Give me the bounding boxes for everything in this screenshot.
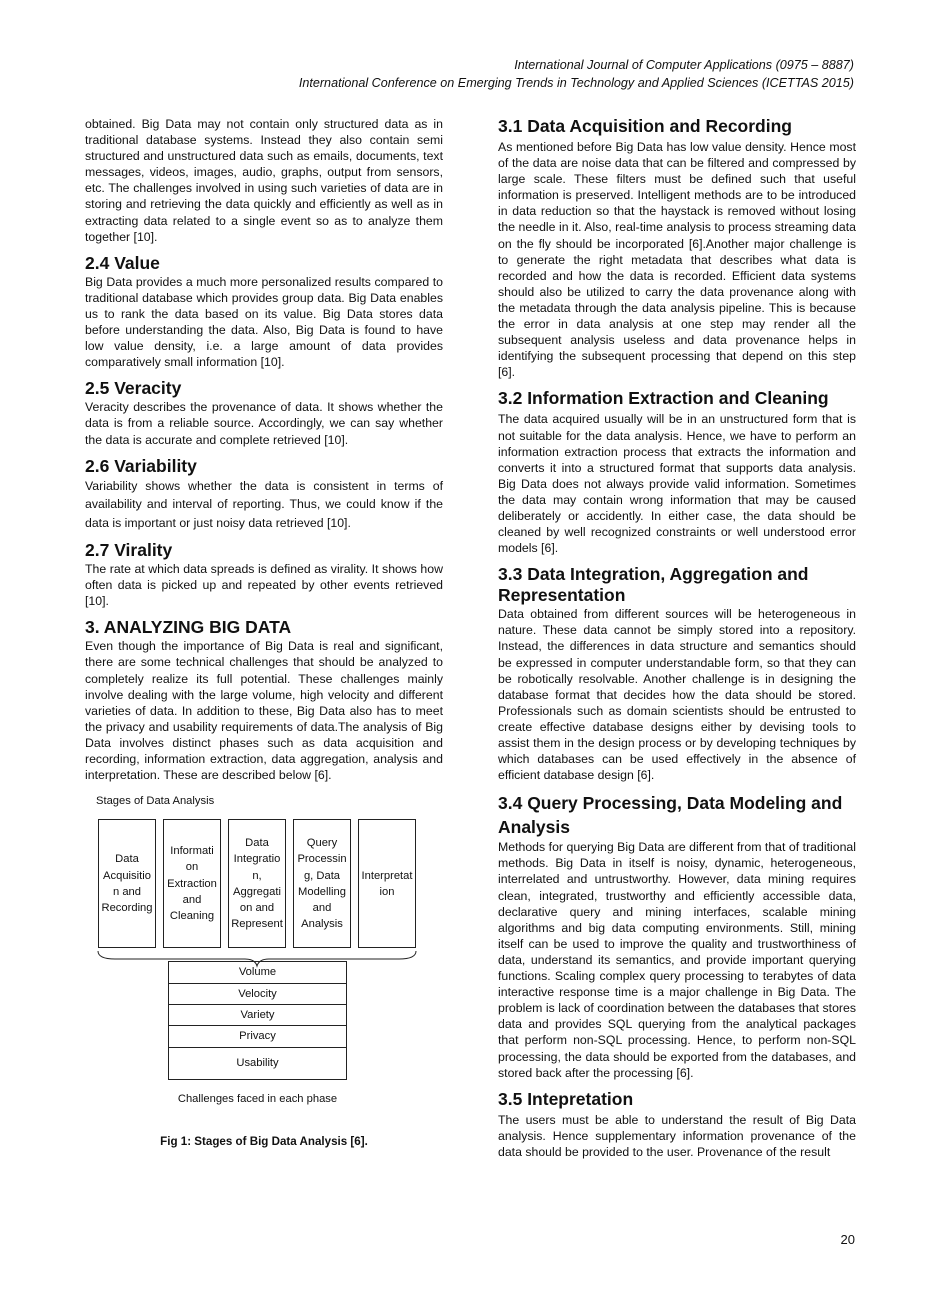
stage-box: Query Processin g, Data Modelling and Analysis: [293, 819, 351, 948]
section-3-3-text: Data obtained from different sources will be heterogeneous in nature. These data cannot be simply stored into a repository. Instead, the differences in data structure and semantics should be expressed in computer understandable form, so that they can be robotically resolvable. Another challenge is in designing the database format that decides how the data should be stored. Professionals such as domain scientists should be entrusted to create effective database designs either by devising tools to assist them in the design process or by developing techniques by which databases can be used effectively in the absence of efficient database design [6].: [498, 607, 856, 783]
challenge-row: Variety: [169, 1005, 346, 1026]
section-3-1-text: As mentioned before Big Data has low value density. Hence most of the data are noise data that can be filtered and compressed by large scale. These filters must be defined such that useful information is preserved. Intelligent methods are to be introduced in data reduction so that the haystack is removed without losing the needle in it. Also, real-time analysis to process streaming data on the fly should be incorporated [6].Another major challenge is to generate the right metadata that describes what data is recorded and how the data is recorded. Efficient data systems should also be utilized to carry the data provenance along with the metadata through the data analysis pipeline. This is because the error in data analysis at one step may render all the subsequent analysis useless and data provenance helps in identifying the subsequent processing that depend on this step [6].: [498, 140, 856, 380]
section-2-7-heading: 2.7 Virality: [85, 540, 173, 561]
intro-paragraph: obtained. Big Data may not contain only structured data as in traditional database systems. Instead they also contain semi structured and unstructured data such as emails, documents, text messages, videos, images, audio, graphs, output from sensors, etc. The challenges involved in using such varieties of data are in storing and retrieving the data quickly and efficiently as well as in extracting data related to a single event so as to analyze them together [10].: [85, 117, 443, 244]
section-3-3-heading: 3.3 Data Integration, Aggregation and Representation: [498, 564, 809, 606]
section-3-text: Even though the importance of Big Data is real and significant, there are some technical challenges that should be analyzed to completely realize its full potential. These challenges mainly involve dealing with the large volume, high velocity and different varieties of data. In addition to these, Big Data also has to meet the privacy and usability requirements of data.The analysis of Big Data involves distinct phases such as data acquisition and recording, information extraction, data aggregation, analysis and interpretation. These are described below [6].: [85, 639, 443, 783]
running-header: [299, 56, 854, 92]
section-2-6-heading: 2.6 Variability: [85, 455, 197, 476]
challenge-row: Usability: [236, 1056, 279, 1069]
challenge-row: Volume: [169, 962, 346, 983]
section-2-4-heading: 2.4 Value: [85, 252, 160, 273]
stage-box: Data Integratio n, Aggregati on and Represent: [228, 819, 286, 948]
section-3-heading: 3. ANALYZING BIG DATA: [85, 617, 292, 638]
section-3-4-text: Methods for querying Big Data are different from that of traditional methods. Big Data in itself is noisy, dynamic, heterogeneous, interrelated and untrustworthy. However, data mining requires clean, integrated, trustworthy and efficiently accessible data, declarative query and mining interfaces, scalable mining algorithms and big data computing environments. Still, mining itself can be used to improve the quality and trustworthiness of data, understand its semantics, and provide important querying functions. Scaling complex query processing to terabytes of data interactive response time is a major challenge in Big Data. The problem is lack of coordination between the databases that stores data and provides SQL querying from the analytical packages that perform non-SQL processing. Hence, to perform non-SQL processing, the data should be exported from the databases, and stored back after the processing [6].: [498, 840, 856, 1080]
section-3-5-text: The users must be able to understand the result of Big Data analysis. Hence supplementary information provenance of the data should be provided to the user. Provenance of the result: [498, 1112, 856, 1159]
section-2-4-text: Big Data provides a much more personalized results compared to traditional database which provides group data. Big Data enables us to rank the data based on its value. Big Data stores data before understanding the data. Also, Big Data is found to have low value density, i.e. a large amount of data provides comparatively small information [10].: [85, 274, 443, 370]
section-3-1-heading: 3.1 Data Acquisition and Recording: [498, 116, 792, 136]
conference-title: International Conference on Emerging Trends in Technology and Applied Sciences (ICETTAS 2015): [298, 76, 854, 90]
figure-stages: [85, 795, 443, 1155]
challenges-table: [168, 961, 347, 1080]
section-3-2-heading: 3.2 Information Extraction and Cleaning: [498, 388, 829, 409]
section-2-6-text: Variability shows whether the data is consistent in terms of availability and interval of reporting. Thus, we could know if the data is important or just noisy data retrieved [10].: [85, 478, 443, 530]
stage-box: Informati on Extraction and Cleaning: [163, 819, 221, 948]
left-column: [85, 116, 443, 1155]
section-2-5-heading: 2.5 Veracity: [85, 378, 182, 399]
section-3-2-text: The data acquired usually will be in an unstructured form that is not suitable for the data analysis. Hence, we have to perform an information extraction process that extracts the information and converts it into a structured format that supports data analysis. Big Data does not always provide valid information. Sometimes the data may contain wrong information that may be caused deliberately or accidently. In either case, the data should be cleaned by well recognized constraints or well understood error models [6].: [498, 412, 856, 556]
journal-title: International Journal of Computer Applications (0975 – 8887): [514, 58, 854, 72]
stage-box: Data Acquisitio n and Recording: [98, 819, 156, 948]
section-3-5-heading: 3.5 Intepretation: [498, 1088, 634, 1109]
page-number: 20: [840, 1232, 855, 1247]
right-column: [498, 116, 856, 1160]
challenges-caption: Challenges faced in each phase: [177, 1093, 338, 1106]
challenge-row: Privacy: [169, 1026, 346, 1047]
challenge-row: Velocity: [169, 984, 346, 1005]
section-3-4-heading: 3.4 Query Processing, Data Modeling and Analysis: [498, 793, 843, 838]
section-2-7-text: The rate at which data spreads is defined as virality. It shows how often data is picked up and repeated by other events retrieved [10].: [85, 562, 443, 609]
stage-box: Interpretat ion: [358, 819, 416, 948]
stages-title: Stages of Data Analysis: [96, 795, 215, 808]
figure-caption: Fig 1: Stages of Big Data Analysis [6].: [160, 1135, 368, 1149]
section-2-5-text: Veracity describes the provenance of data. It shows whether the data is from a reliable source. Accordingly, we can say whether the data is accurate and complete retrieved [10].: [85, 400, 443, 447]
